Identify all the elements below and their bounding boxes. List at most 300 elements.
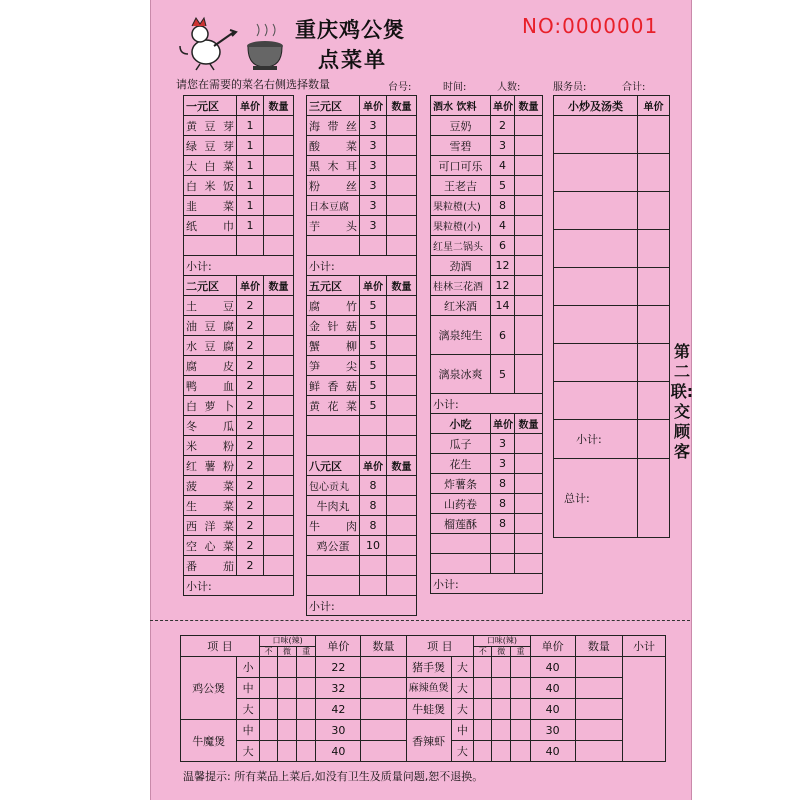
section-title: 小炒及汤类 <box>554 96 638 116</box>
pot-size: 中 <box>451 720 474 741</box>
subtotal-label[interactable]: 小计: <box>184 256 294 276</box>
item-price: 2 <box>237 396 264 416</box>
item-price: 3 <box>491 454 515 474</box>
copy-stamp: 第二联:交顾客 <box>670 342 694 461</box>
item-price: 1 <box>237 196 264 216</box>
item-name: 冬 瓜 <box>184 416 237 436</box>
menu-section-1yuan <box>183 95 294 596</box>
item-name: 金针菇 <box>307 316 360 336</box>
item-name: 牛肉丸 <box>307 496 360 516</box>
section-title: 一元区 <box>184 96 237 116</box>
item-name: 鸭 血 <box>184 376 237 396</box>
qty-cell[interactable] <box>264 496 294 516</box>
item-price: 2 <box>237 536 264 556</box>
qty-cell[interactable] <box>264 556 294 576</box>
blank-dish-cell[interactable] <box>554 344 638 382</box>
item-name: 黄花菜 <box>307 396 360 416</box>
item-price: 2 <box>237 316 264 336</box>
item-price: 1 <box>237 216 264 236</box>
taste-check[interactable] <box>511 720 530 741</box>
item-name: 生 菜 <box>184 496 237 516</box>
item-name: 牛 肉 <box>307 516 360 536</box>
menu-row <box>184 216 294 236</box>
section-title: 八元区 <box>307 456 360 476</box>
subtotal-label[interactable]: 小计: <box>307 596 417 616</box>
menu-row <box>431 296 543 316</box>
taste-level: 不 <box>474 646 492 657</box>
menu-row <box>184 496 294 516</box>
tear-line <box>150 620 690 621</box>
qty-cell[interactable] <box>387 316 417 336</box>
qty-cell[interactable] <box>264 116 294 136</box>
taste-check[interactable] <box>474 741 492 762</box>
qty-header: 数量 <box>387 456 417 476</box>
qty-cell[interactable] <box>515 236 543 256</box>
qty-header: 数量 <box>515 96 543 116</box>
qty-cell[interactable] <box>387 536 417 556</box>
taste-check[interactable] <box>511 678 530 699</box>
blank-dish-cell[interactable] <box>554 268 638 306</box>
subtotal-label[interactable]: 小计: <box>431 574 543 594</box>
qty-cell[interactable] <box>515 296 543 316</box>
item-name: 桂林三花酒 <box>431 276 491 296</box>
item-name: 粉 丝 <box>307 176 360 196</box>
qty-cell[interactable] <box>264 336 294 356</box>
pot-order-table <box>180 635 666 762</box>
menu-row <box>184 356 294 376</box>
price-header: 单价 <box>491 96 515 116</box>
menu-row <box>431 216 543 236</box>
qty-cell[interactable] <box>515 176 543 196</box>
menu-row <box>184 116 294 136</box>
menu-section-stirfry <box>553 95 670 538</box>
qty-cell[interactable] <box>575 741 622 762</box>
subtotal-label[interactable]: 小计: <box>431 394 543 414</box>
menu-row <box>307 396 417 416</box>
qty-cell[interactable] <box>575 678 622 699</box>
qty-cell[interactable] <box>264 456 294 476</box>
menu-row <box>307 176 417 196</box>
taste-check[interactable] <box>259 699 277 720</box>
qty-cell[interactable] <box>264 436 294 456</box>
item-price: 12 <box>491 276 515 296</box>
item-name: 红薯粉 <box>184 456 237 476</box>
menu-row <box>307 316 417 336</box>
menu-row <box>307 536 417 556</box>
taste-check[interactable] <box>277 720 296 741</box>
qty-header: 数量 <box>575 636 622 657</box>
qty-cell[interactable] <box>387 376 417 396</box>
pot-name: 鸡公煲 <box>181 657 237 720</box>
taste-check[interactable] <box>259 720 277 741</box>
qty-cell[interactable] <box>264 536 294 556</box>
qty-cell[interactable] <box>387 196 417 216</box>
taste-check[interactable] <box>297 699 316 720</box>
item-name: 水豆腐 <box>184 336 237 356</box>
item-price: 1 <box>237 156 264 176</box>
total-label: 合计: <box>622 82 646 93</box>
pot-price: 30 <box>530 720 575 741</box>
item-name: 榴莲酥 <box>431 514 491 534</box>
item-name: 笋 尖 <box>307 356 360 376</box>
qty-cell[interactable] <box>361 720 406 741</box>
item-price: 5 <box>360 376 387 396</box>
item-name: 瓜子 <box>431 434 491 454</box>
item-name: 蟹 柳 <box>307 336 360 356</box>
taste-check[interactable] <box>492 720 511 741</box>
item-name: 红星二锅头 <box>431 236 491 256</box>
price-header: 单价 <box>638 96 670 116</box>
qty-cell[interactable] <box>515 276 543 296</box>
pot-name: 猪手煲 <box>406 657 451 678</box>
qty-header: 数量 <box>361 636 406 657</box>
qty-cell[interactable] <box>575 657 622 678</box>
menu-row <box>184 556 294 576</box>
menu-row <box>431 256 543 276</box>
time-label: 时间: <box>443 82 467 93</box>
taste-check[interactable] <box>297 720 316 741</box>
item-price: 8 <box>491 196 515 216</box>
pot-price: 32 <box>316 678 361 699</box>
taste-check[interactable] <box>511 657 530 678</box>
qty-cell[interactable] <box>387 476 417 496</box>
price-header: 单价 <box>237 96 264 116</box>
taste-check[interactable] <box>474 699 492 720</box>
item-name: 芋 头 <box>307 216 360 236</box>
taste-check[interactable] <box>259 657 277 678</box>
item-price: 1 <box>237 116 264 136</box>
qty-cell[interactable] <box>264 176 294 196</box>
pot-price: 42 <box>316 699 361 720</box>
qty-cell[interactable] <box>387 116 417 136</box>
taste-check[interactable] <box>511 699 530 720</box>
item-price: 5 <box>360 356 387 376</box>
taste-check[interactable] <box>297 678 316 699</box>
qty-cell[interactable] <box>387 176 417 196</box>
blank-price-cell[interactable] <box>638 192 670 230</box>
pot-size: 大 <box>451 699 474 720</box>
qty-cell[interactable] <box>264 516 294 536</box>
item-name: 漓泉纯生 <box>431 316 491 355</box>
pot-size: 大 <box>451 741 474 762</box>
price-header: 单价 <box>491 414 515 434</box>
menu-row <box>184 536 294 556</box>
qty-cell[interactable] <box>515 216 543 236</box>
qty-cell[interactable] <box>361 657 406 678</box>
menu-row <box>431 474 543 494</box>
restaurant-title: 重庆鸡公煲 <box>295 18 405 42</box>
qty-cell[interactable] <box>515 136 543 156</box>
item-name: 番 茄 <box>184 556 237 576</box>
menu-row <box>431 236 543 256</box>
qty-cell[interactable] <box>361 741 406 762</box>
menu-row <box>184 316 294 336</box>
subtotal-label[interactable]: 小计: <box>554 420 638 459</box>
pot-price: 40 <box>530 657 575 678</box>
blank-price-cell[interactable] <box>638 268 670 306</box>
qty-cell[interactable] <box>515 355 543 394</box>
blank-dish-cell[interactable] <box>554 306 638 344</box>
qty-cell[interactable] <box>515 434 543 454</box>
item-name: 包心贡丸 <box>307 476 360 496</box>
taste-check[interactable] <box>277 741 296 762</box>
menu-row <box>184 196 294 216</box>
item-price: 6 <box>491 236 515 256</box>
item-name: 漓泉冰爽 <box>431 355 491 394</box>
subtotal-label[interactable]: 小计: <box>184 576 294 596</box>
item-name: 果粒橙(大) <box>431 196 491 216</box>
price-header: 单价 <box>530 636 575 657</box>
menu-row <box>307 516 417 536</box>
qty-cell[interactable] <box>387 296 417 316</box>
pot-price: 30 <box>316 720 361 741</box>
qty-cell[interactable] <box>264 196 294 216</box>
taste-check[interactable] <box>492 741 511 762</box>
blank-price-cell[interactable] <box>638 344 670 382</box>
qty-cell[interactable] <box>264 356 294 376</box>
menu-row <box>184 516 294 536</box>
qty-cell[interactable] <box>515 316 543 355</box>
item-price: 4 <box>491 156 515 176</box>
pot-name: 香辣虾 <box>406 720 451 762</box>
instruction-text: 请您在需要的菜名右侧选择数量 <box>176 78 330 91</box>
blank-dish-cell[interactable] <box>554 116 638 154</box>
qty-cell[interactable] <box>387 336 417 356</box>
item-name: 日本豆腐 <box>307 196 360 216</box>
item-name: 土 豆 <box>184 296 237 316</box>
item-price: 2 <box>237 356 264 376</box>
item-name: 韭 菜 <box>184 196 237 216</box>
table-no-label: 台号: <box>388 82 412 93</box>
menu-row <box>431 434 543 454</box>
qty-cell[interactable] <box>264 476 294 496</box>
taste-check[interactable] <box>277 678 296 699</box>
pot-size: 大 <box>451 657 474 678</box>
item-name: 鲜香菇 <box>307 376 360 396</box>
qty-cell[interactable] <box>264 296 294 316</box>
menu-row <box>307 156 417 176</box>
blank-price-cell[interactable] <box>638 382 670 420</box>
qty-cell[interactable] <box>387 496 417 516</box>
qty-cell[interactable] <box>264 156 294 176</box>
qty-cell[interactable] <box>361 699 406 720</box>
taste-check[interactable] <box>277 657 296 678</box>
taste-check[interactable] <box>259 678 277 699</box>
item-name: 花生 <box>431 454 491 474</box>
order-number: NO:0000001 <box>522 14 659 38</box>
qty-cell[interactable] <box>515 196 543 216</box>
qty-cell[interactable] <box>515 474 543 494</box>
pot-price: 40 <box>316 741 361 762</box>
item-name: 鸡公蛋 <box>307 536 360 556</box>
menu-row <box>431 276 543 296</box>
menu-section-drinks <box>430 95 543 594</box>
item-price: 5 <box>360 296 387 316</box>
pot-name: 牛魔煲 <box>181 720 237 762</box>
menu-row <box>431 156 543 176</box>
blank-price-cell[interactable] <box>638 230 670 268</box>
qty-header: 数量 <box>387 96 417 116</box>
taste-check[interactable] <box>259 741 277 762</box>
qty-cell[interactable] <box>387 216 417 236</box>
item-name: 海带丝 <box>307 116 360 136</box>
qty-cell[interactable] <box>515 514 543 534</box>
item-name: 黑木耳 <box>307 156 360 176</box>
menu-row <box>307 336 417 356</box>
taste-check[interactable] <box>474 657 492 678</box>
menu-row <box>184 396 294 416</box>
qty-cell[interactable] <box>264 396 294 416</box>
taste-check[interactable] <box>492 657 511 678</box>
taste-level: 重 <box>297 646 316 657</box>
qty-cell[interactable] <box>515 256 543 276</box>
item-price: 5 <box>491 355 515 394</box>
qty-cell[interactable] <box>515 156 543 176</box>
blank-price-cell[interactable] <box>638 420 670 459</box>
item-name: 可口可乐 <box>431 156 491 176</box>
menu-row <box>307 496 417 516</box>
menu-row <box>431 136 543 156</box>
menu-row <box>307 216 417 236</box>
qty-header: 数量 <box>387 276 417 296</box>
item-price: 2 <box>237 516 264 536</box>
taste-level: 微 <box>277 646 296 657</box>
menu-row <box>184 376 294 396</box>
qty-cell[interactable] <box>387 396 417 416</box>
menu-row <box>184 456 294 476</box>
item-price: 3 <box>360 176 387 196</box>
item-price: 2 <box>237 436 264 456</box>
section-title: 二元区 <box>184 276 237 296</box>
blank-dish-cell[interactable] <box>554 230 638 268</box>
item-price: 3 <box>360 216 387 236</box>
item-price: 5 <box>491 176 515 196</box>
menu-row <box>431 494 543 514</box>
menu-row <box>431 355 543 394</box>
qty-cell[interactable] <box>264 376 294 396</box>
menu-section-3yuan <box>306 95 417 616</box>
menu-row <box>184 176 294 196</box>
item-price: 2 <box>237 336 264 356</box>
taste-check[interactable] <box>297 657 316 678</box>
item-name: 腐 皮 <box>184 356 237 376</box>
qty-header: 数量 <box>515 414 543 434</box>
menu-row <box>184 416 294 436</box>
menu-row <box>307 476 417 496</box>
item-price: 8 <box>360 496 387 516</box>
blank-price-cell[interactable] <box>638 459 670 538</box>
blank-dish-cell[interactable] <box>554 192 638 230</box>
taste-level: 不 <box>259 646 277 657</box>
blank-dish-cell[interactable] <box>554 154 638 192</box>
taste-check[interactable] <box>474 720 492 741</box>
item-name: 酸 菜 <box>307 136 360 156</box>
item-price: 4 <box>491 216 515 236</box>
item-price: 8 <box>491 494 515 514</box>
pot-price: 40 <box>530 699 575 720</box>
item-name: 绿豆芽 <box>184 136 237 156</box>
item-price: 2 <box>237 456 264 476</box>
menu-row <box>431 176 543 196</box>
pot-logo-icon <box>245 22 285 72</box>
qty-cell[interactable] <box>361 678 406 699</box>
qty-cell[interactable] <box>515 494 543 514</box>
item-name: 纸 巾 <box>184 216 237 236</box>
guests-label: 人数: <box>497 82 521 93</box>
taste-check[interactable] <box>277 699 296 720</box>
qty-cell[interactable] <box>387 136 417 156</box>
item-name: 红米酒 <box>431 296 491 316</box>
menu-subtitle: 点菜单 <box>318 48 387 72</box>
blank-dish-cell[interactable] <box>554 382 638 420</box>
qty-cell[interactable] <box>575 699 622 720</box>
item-name: 白萝卜 <box>184 396 237 416</box>
item-name: 豆奶 <box>431 116 491 136</box>
item-name: 大白菜 <box>184 156 237 176</box>
taste-level: 重 <box>511 646 530 657</box>
rooster-logo-icon <box>178 14 240 72</box>
item-price: 5 <box>360 316 387 336</box>
menu-row <box>184 436 294 456</box>
taste-check[interactable] <box>511 741 530 762</box>
item-price: 8 <box>360 516 387 536</box>
pot-size: 小 <box>237 657 260 678</box>
qty-cell[interactable] <box>387 516 417 536</box>
subtotal-cell[interactable] <box>623 657 666 762</box>
qty-cell[interactable] <box>387 156 417 176</box>
qty-cell[interactable] <box>387 356 417 376</box>
blank-price-cell[interactable] <box>638 306 670 344</box>
item-price: 14 <box>491 296 515 316</box>
item-price: 1 <box>237 136 264 156</box>
qty-cell[interactable] <box>264 136 294 156</box>
menu-row <box>431 454 543 474</box>
blank-price-cell[interactable] <box>638 116 670 154</box>
item-price: 3 <box>491 136 515 156</box>
grand-total-label[interactable]: 总计: <box>554 459 638 538</box>
item-header: 项 目 <box>406 636 474 657</box>
price-header: 单价 <box>316 636 361 657</box>
taste-check[interactable] <box>297 741 316 762</box>
subtotal-label[interactable]: 小计: <box>307 256 417 276</box>
qty-cell[interactable] <box>575 720 622 741</box>
item-price: 2 <box>237 556 264 576</box>
qty-cell[interactable] <box>515 454 543 474</box>
pot-price: 40 <box>530 678 575 699</box>
taste-check[interactable] <box>474 678 492 699</box>
menu-row <box>307 136 417 156</box>
menu-row <box>184 136 294 156</box>
pot-name: 牛蛙煲 <box>406 699 451 720</box>
taste-check[interactable] <box>492 678 511 699</box>
menu-row <box>431 316 543 355</box>
blank-price-cell[interactable] <box>638 154 670 192</box>
item-name: 王老吉 <box>431 176 491 196</box>
item-price: 3 <box>491 434 515 454</box>
menu-row <box>184 156 294 176</box>
qty-cell[interactable] <box>515 116 543 136</box>
qty-cell[interactable] <box>264 216 294 236</box>
qty-cell[interactable] <box>264 416 294 436</box>
menu-row <box>184 336 294 356</box>
section-title: 五元区 <box>307 276 360 296</box>
menu-row <box>307 376 417 396</box>
qty-cell[interactable] <box>264 316 294 336</box>
qty-header: 数量 <box>264 96 294 116</box>
item-price: 2 <box>237 496 264 516</box>
taste-check[interactable] <box>492 699 511 720</box>
item-name: 果粒橙(小) <box>431 216 491 236</box>
